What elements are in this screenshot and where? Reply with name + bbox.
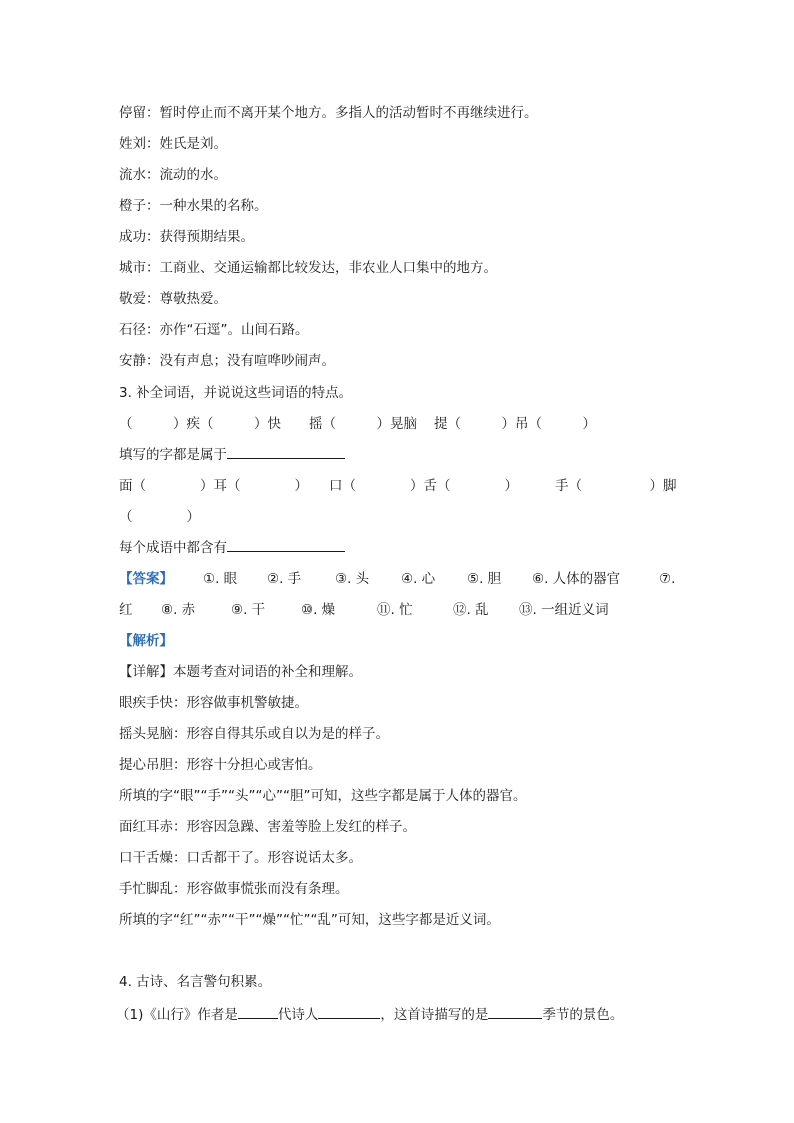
definition-line: 橙子：一种水果的名称。	[119, 198, 268, 214]
answer-blank	[318, 1004, 380, 1019]
answer-blank	[238, 1004, 278, 1019]
idiom-blank-6: 手（ ）脚	[555, 478, 677, 494]
answer-item: ⑧. 赤	[161, 602, 196, 618]
answer-item: ⑨. 干	[231, 602, 266, 618]
analysis-line: 【详解】本题考查对词语的补全和理解。	[119, 664, 362, 680]
answer-item: ⑫. 乱	[453, 602, 489, 618]
q4-text-3: ，这首诗描写的是	[380, 1007, 489, 1023]
question-3-row-2	[119, 475, 679, 497]
definition-line: 安静：没有声息；没有喧哗吵闹声。	[119, 353, 335, 369]
question-4-title: 4. 古诗、名言警句积累。	[119, 974, 272, 990]
analysis-line: 所填的字“红”“赤”“干”“燥”“忙”“乱”可知，这些字都是近义词。	[119, 912, 500, 928]
answer-item: ⑤. 胆	[467, 571, 502, 587]
answer-item: ①. 眼	[203, 571, 238, 587]
answer-item: ④. 心	[401, 571, 436, 587]
fill-label-1: 填写的字都是属于	[119, 447, 227, 463]
fill-line-2	[119, 537, 345, 559]
analysis-label: 【解析】	[119, 633, 173, 649]
definition-line: 敬爱：尊敬热爱。	[119, 291, 227, 307]
answer-label: 【答案】	[119, 571, 173, 587]
answer-item: ⑩. 燥	[301, 602, 336, 618]
definition-line: 成功：获得预期结果。	[119, 229, 254, 245]
q4-text-4: 季节的景色。	[542, 1007, 624, 1023]
answer-line-1	[119, 568, 679, 590]
answer-item: ⑥. 人体的器官	[532, 571, 621, 587]
answer-item: 红	[119, 602, 133, 618]
answer-blank	[227, 444, 345, 459]
answer-item: ⑪. 忙	[377, 602, 413, 618]
answer-item: ⑦.	[659, 571, 676, 587]
question-4-part-1	[116, 1004, 623, 1026]
fill-label-2: 每个成语中都含有	[119, 540, 227, 556]
idiom-blank-1: （ ）疾（ ）快	[119, 416, 281, 432]
analysis-line: 面红耳赤：形容因急躁、害羞等脸上发红的样子。	[119, 819, 416, 835]
idiom-blank-5: 口（ ）舌（ ）	[329, 478, 518, 494]
answer-item: ②. 手	[267, 571, 302, 587]
answer-item: ⑬. 一组近义词	[519, 602, 609, 618]
definition-line: 石径：亦作“石逕”。山间石路。	[119, 322, 309, 338]
definition-line: 姓刘：姓氏是刘。	[119, 136, 227, 152]
idiom-blank-4: 面（ ）耳（ ）	[119, 478, 308, 494]
analysis-line: 口干舌燥：口舌都干了。形容说话太多。	[119, 850, 362, 866]
analysis-line: 提心吊胆：形容十分担心或害怕。	[119, 757, 322, 773]
question-3-row-1	[119, 413, 679, 435]
idiom-blank-2: 摇（ ）晃脑	[309, 416, 417, 432]
q4-text-1: （1)《山行》作者是	[116, 1007, 238, 1023]
answer-blank	[488, 1004, 542, 1019]
answer-blank	[227, 537, 345, 552]
analysis-line: 所填的字“眼”“手”“头”“心”“胆”可知，这些字都是属于人体的器官。	[119, 788, 527, 804]
analysis-line: 摇头晃脑：形容自得其乐或自以为是的样子。	[119, 726, 389, 742]
definition-line: 流水：流动的水。	[119, 167, 227, 183]
question-3-title: 3. 补全词语，并说说这些词语的特点。	[119, 385, 353, 401]
idiom-blank-3: 提（ ）吊（ ）	[434, 416, 596, 432]
idiom-blank-6-cont: （ ）	[119, 509, 200, 525]
answer-item: ③. 头	[335, 571, 370, 587]
q4-text-2: 代诗人	[277, 1007, 319, 1023]
definition-line: 城市：工商业、交通运输都比较发达，非农业人口集中的地方。	[119, 260, 497, 276]
definition-line: 停留：暂时停止而不离开某个地方。多指人的活动暂时不再继续进行。	[119, 105, 538, 121]
answer-line-2	[119, 599, 679, 621]
fill-line-1	[119, 444, 345, 466]
analysis-line: 手忙脚乱：形容做事慌张而没有条理。	[119, 881, 349, 897]
analysis-line: 眼疾手快：形容做事机警敏捷。	[119, 695, 308, 711]
